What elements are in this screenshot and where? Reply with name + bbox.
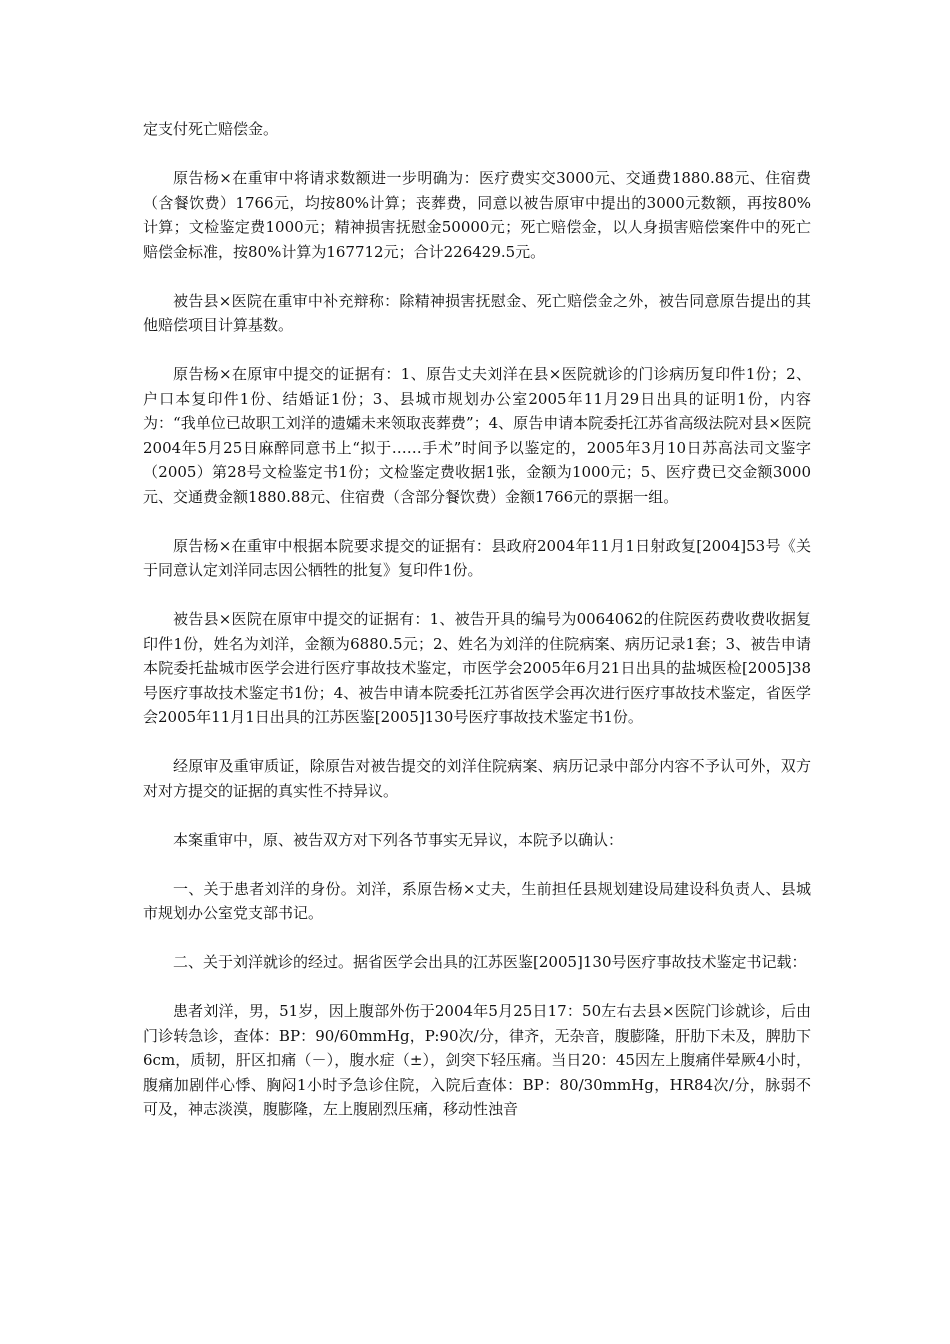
paragraph-plaintiff-claims: 原告杨×在重审中将请求数额进一步明确为：医疗费实交3000元、交通费1880.88元、住宿费（含餐饮费）1766元，均按80%计算；丧葬费，同意以被告原审中提出的3000元数额，再按80%计算；文检鉴定费1000元；精神损害抚慰金50000元；死亡赔偿金，以人身损害赔偿案件中的死亡赔偿金标准，按80%计算为167712元；合计226429.5元。 (143, 169, 811, 261)
paragraph-patient-record: 患者刘洋，男，51岁，因上腹部外伤于2004年5月25日17：50左右去县×医院门诊就诊，后由门诊转急诊，查体：BP：90/60mmHg，P:90次/分，律齐，无杂音，腹膨隆，肝肋下未及，脾肋下6cm，质韧，肝区扣痛（－），腹水症（±），剑突下轻压痛。当日20：45因左上腹痛伴晕厥4小时，腹痛加剧伴心悸、胸闷1小时予急诊住院，入院后查体：BP：80/30mmHg，HR84次/分，脉弱不可及，神志淡漠，腹膨隆，左上腹剧烈压痛，移动性浊音 (143, 1002, 811, 1118)
paragraph-defendant-defense: 被告县×医院在重审中补充辩称：除精神损害抚慰金、死亡赔偿金之外，被告同意原告提出的其他赔偿项目计算基数。 (143, 291, 811, 334)
paragraph-patient-identity: 一、关于患者刘洋的身份。刘洋，系原告杨×丈夫，生前担任县规划建设局建设科负责人、县城市规划办公室党支部书记。 (143, 879, 811, 922)
paragraph-continuation: 定支付死亡赔偿金。 (143, 120, 279, 138)
paragraph-undisputed-facts: 本案重审中，原、被告双方对下列各节事实无异议，本院予以确认： (173, 830, 624, 849)
paragraph-plaintiff-evidence-original: 原告杨×在原审中提交的证据有：1、原告丈夫刘洋在县×医院就诊的门诊病历复印件1份；2、户口本复印件1份、结婚证1份；3、县城市规划办公室2005年11月29日出具的证明1份，内容为：“我单位已故职工刘洋的遗孀未来领取丧葬费”；4、原告申请本院委托江苏省高级法院对县×医院2004年5月25日麻醉同意书上“拟于……手术”时间予以鉴定的，2005年3月10日苏高法司文鉴字（2005）第28号文检鉴定书1份；文检鉴定费收据1张，金额为1000元；5、医疗费已交金额3000元、交通费金额1880.88元、住宿费（含部分餐饮费）金额1766元的票据一组。 (143, 365, 811, 506)
paragraph-plaintiff-evidence-retrial: 原告杨×在重审中根据本院要求提交的证据有：县政府2004年11月1日射政复[2004]53号《关于同意认定刘洋同志因公牺牲的批复》复印件1份。 (143, 536, 811, 579)
paragraph-treatment-history-intro: 二、关于刘洋就诊的经过。据省医学会出具的江苏医鉴[2005]130号医疗事故技术鉴定书记载： (173, 953, 807, 971)
paragraph-cross-examination: 经原审及重审质证，除原告对被告提交的刘洋住院病案、病历记录中部分内容不予认可外，双方对对方提交的证据的真实性不持异议。 (143, 757, 811, 800)
document-body (143, 117, 811, 1122)
paragraph-defendant-evidence: 被告县×医院在原审中提交的证据有：1、被告开具的编号为0064062的住院医药费收费收据复印件1份，姓名为刘洋，金额为6880.5元；2、姓名为刘洋的住院病案、病历记录1套；3、被告申请本院委托盐城市医学会进行医疗事故技术鉴定，市医学会2005年6月21日出具的盐城医检[2005]38号医疗事故技术鉴定书1份；4、被告申请本院委托江苏省医学会再次进行医疗事故技术鉴定，省医学会2005年11月1日出具的江苏医鉴[2005]130号医疗事故技术鉴定书1份。 (143, 610, 811, 726)
